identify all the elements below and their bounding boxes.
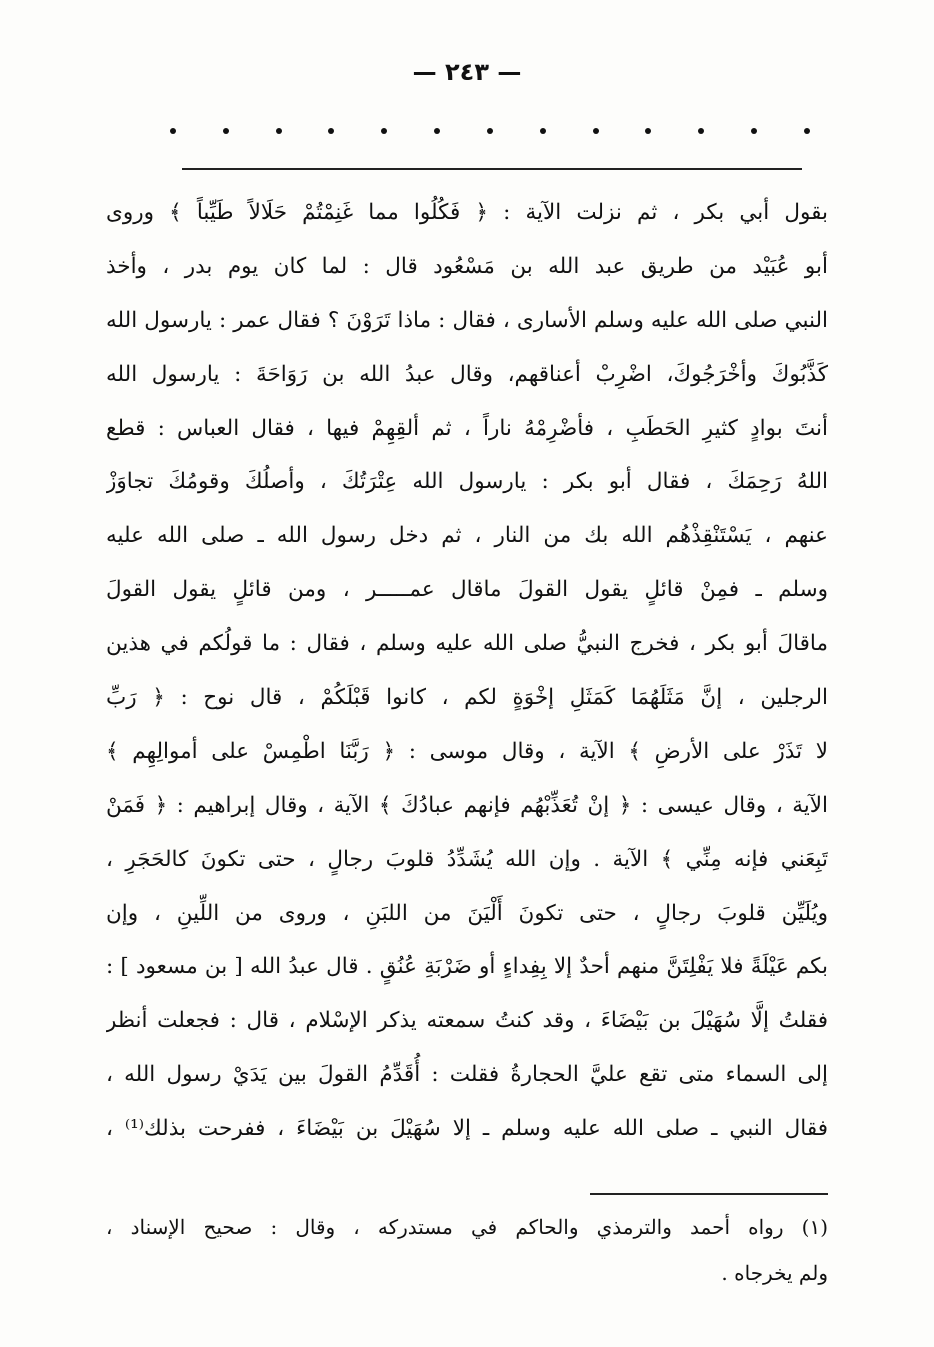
- text-line: ويُلَيِّن قلوبَ رجالٍ ، حتى تكونَ أَلْيَنَ من اللبَنِ ، وروى من اللِّينِ ، وإن: [106, 900, 828, 926]
- text-line: لا تَذَرْ على الأرضِ ﴾ الآية ، وقال موسى : ﴿ رَبَّنَا اطْمِسْ على أموالِهِم ﴾: [106, 738, 828, 764]
- text-line: اللهُ رَحِمَكَ ، فقال أبو بكر : يارسول الله عِتْرَتُكَ ، وأصلُكَ وقومُكَ تجاوَزْ: [106, 469, 828, 495]
- text-line: ماقالَ أبو بكر ، فخرج النبيُّ صلى الله عليه وسلم ، فقال : ما قولُكم في هذين: [106, 631, 828, 657]
- text-line: بكم عَيْلَةً فلا يَفْلِتَنَّ منهم أحدٌ إلا بِفِداءٍ أو ضَرْبَةِ عُنُقٍ . قال عبدُ الله [ بن مسعود ] :: [106, 954, 828, 980]
- ornament-dot: [434, 128, 440, 134]
- ornamental-dot-row: [170, 128, 810, 134]
- text-line: كَذَّبُوكَ وأخْرَجُوكَ، اضْرِبْ أعناقهم، وقال عبدُ الله بن رَوَاحَةَ : يارسول الله: [106, 361, 828, 387]
- header-rule: [182, 168, 802, 170]
- ornament-dot: [698, 128, 704, 134]
- text-line: فقلتُ إلَّا سُهَيْلَ بن بَيْضَاءَ ، وقد كنتُ سمعته يذكر الإسْلام ، قال : فجعلت أنظر: [106, 1008, 828, 1034]
- text-line: الآية ، وقال عيسى : ﴿ إنْ تُعَذِّبْهُم فإنهم عبادُكَ ﴾ الآية ، وقال إبراهيم : ﴿ فَمَنْ: [106, 792, 828, 818]
- footnote-rule: [590, 1193, 828, 1195]
- ornament-dot: [593, 128, 599, 134]
- text-line: أنتَ بوادٍ كثيرِ الحَطَبِ ، فأضْرِمْهُ ناراً ، ثم ألقِهِمْ فيها ، فقال العباس : قطع: [106, 415, 828, 441]
- ornament-dot: [645, 128, 651, 134]
- footnotes: [106, 1204, 828, 1296]
- ornament-dot: [487, 128, 493, 134]
- text-line: الرجلين ، إنَّ مَثَلَهُمَا كَمَثَلِ إخْوَةٍ لكم ، كانوا قَبْلَكُمْ ، قال نوح : ﴿ رَبِّ: [106, 685, 828, 711]
- ornament-dot: [751, 128, 757, 134]
- ornament-dot: [223, 128, 229, 134]
- page-number: — ٢٤٣ —: [412, 58, 522, 86]
- footnote-line: (١) رواه أحمد والترمذي والحاكم في مستدركه ، وقال : صحيح الإسناد ،: [106, 1215, 828, 1239]
- ornament-dot: [170, 128, 176, 134]
- text-line: النبي صلى الله عليه وسلم الأسارى ، فقال : ماذا تَرَوْنَ ؟ فقال عمر : يارسول الله: [106, 307, 828, 333]
- body-text: [106, 186, 828, 1156]
- ornament-dot: [276, 128, 282, 134]
- footnote-line: ولم يخرجاه .: [721, 1261, 828, 1285]
- text-line: بقول أبي بكر ، ثم نزلت الآية : ﴿ فَكُلُوا مما غَنِمْتُمْ حَلَالاً طَيِّباً ﴾ وروى: [106, 200, 828, 225]
- ornament-dot: [381, 128, 387, 134]
- text-line: أبو عُبَيْد من طريق عبد الله بن مَسْعُود قال : لما كان يوم بدر ، وأخذ: [106, 253, 828, 279]
- text-line: إلى السماء متى تقع عليَّ الحجارةُ فقلت : أُقَدِّمُ القولَ بين يَدَيْ رسول الله ،: [106, 1062, 828, 1088]
- ornament-dot: [328, 128, 334, 134]
- text-line: وسلم ـ فمِنْ قائلٍ يقول القولَ ماقال عمـــــر ، ومن قائلٍ يقول القولَ: [106, 577, 828, 603]
- ornament-dot: [540, 128, 546, 134]
- text-line: عنهم ، يَسْتَنْقِذْهُم الله بك من النار ، ثم دخل رسول الله ـ صلى الله عليه: [106, 523, 828, 549]
- ornament-dot: [804, 128, 810, 134]
- text-line: تَبِعَني فإنه مِنِّي ﴾ الآية . وإن الله يُشَدِّدُ قلوبَ رجالٍ ، حتى تكونَ كالحَجَرِ ،: [106, 846, 828, 872]
- text-line: فقال النبي ـ صلى الله عليه وسلم ـ إلا سُهَيْلَ بن بَيْضَاءَ ، ففرحت بذلك⁽¹⁾ ،: [106, 1116, 828, 1142]
